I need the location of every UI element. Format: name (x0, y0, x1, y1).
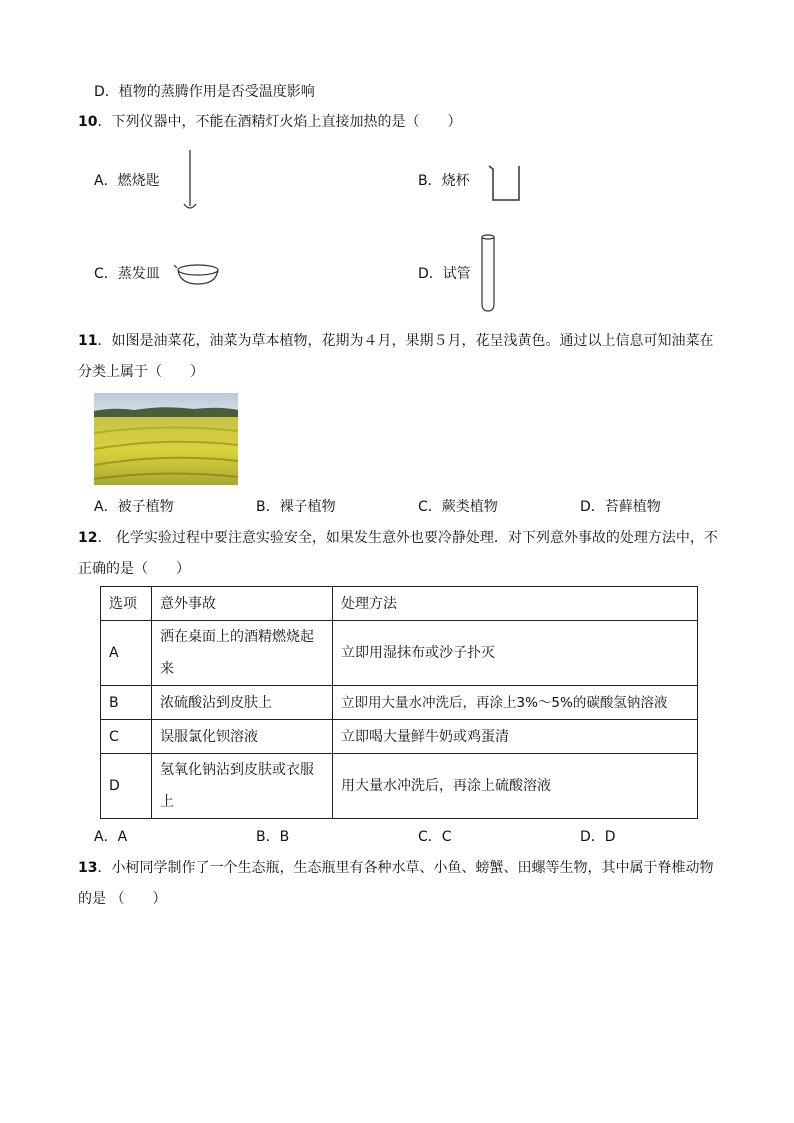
table-cell: 浓硫酸沾到皮肤上 (152, 686, 333, 720)
q9-option-d: D．植物的蒸腾作用是否受温度影响 (94, 84, 315, 100)
table-row (101, 686, 698, 720)
q11-option-c: C．蕨类植物 (418, 499, 498, 515)
combustion-spoon-icon (180, 148, 200, 212)
beaker-icon (486, 163, 524, 203)
table-row (101, 720, 698, 754)
table-cell: 洒在桌面上的酒精燃烧起来 (152, 621, 333, 686)
q11-option-d: D．苔藓植物 (580, 499, 661, 515)
q11-option-b: B．裸子植物 (256, 499, 336, 515)
q12-option-c: C．C (418, 829, 452, 845)
q12-option-b: B．B (256, 829, 290, 845)
q11-option-a: A．被子植物 (94, 499, 174, 515)
q12-stem-line1 (78, 528, 718, 548)
table-cell: 立即用大量水冲洗后，再涂上3%～5%的碳酸氢钠溶液 (333, 686, 698, 720)
q10-number: 10 (78, 114, 98, 130)
table-row (101, 621, 698, 686)
q13-stem-text: ．小柯同学制作了一个生态瓶，生态瓶里有各种水草、小鱼、螃蟹、田螺等生物，其中属于脊椎动物 (97, 860, 714, 876)
q11-stem-line1 (78, 331, 713, 351)
table-cell: 立即用湿抹布或沙子扑灭 (333, 621, 698, 686)
q12-stem-line2: 正确的是（ ） (78, 561, 190, 577)
q12-stem-text: ． 化学实验过程中要注意实验安全，如果发生意外也要冷静处理．对下列意外事故的处理方法中，不 (97, 530, 718, 546)
table-cell: D (101, 754, 152, 819)
q13-stem-line2: 的是 （ ） (78, 891, 167, 907)
table-cell: B (101, 686, 152, 720)
q10-stem (78, 112, 461, 132)
accident-table (100, 586, 698, 819)
table-header-cell: 处理方法 (333, 587, 698, 621)
q10-stem-text: ．下列仪器中，不能在酒精灯火焰上直接加热的是（ ） (97, 114, 462, 130)
q10-option-d: D．试管 (418, 266, 471, 282)
q13-number: 13 (78, 860, 98, 876)
table-cell: 误服氯化钡溶液 (152, 720, 333, 754)
q11-number: 11 (78, 333, 98, 349)
table-header-row (101, 587, 698, 621)
q12-option-d: D．D (580, 829, 616, 845)
table-cell: C (101, 720, 152, 754)
q10-option-a: A．燃烧匙 (94, 173, 160, 189)
q11-stem-line2: 分类上属于（ ） (78, 364, 204, 380)
q12-number: 12 (78, 530, 98, 546)
q11-stem-text: ．如图是油菜花，油菜为草本植物，花期为４月，果期５月，花呈浅黄色。通过以上信息可知油菜在 (97, 333, 714, 349)
table-cell: 氢氧化钠沾到皮肤或衣服上 (152, 754, 333, 819)
table-header-cell: 意外事故 (152, 587, 333, 621)
table-cell: 用大量水冲洗后，再涂上硫酸溶液 (333, 754, 698, 819)
rapeseed-field-photo (94, 393, 238, 485)
q10-option-c: C．蒸发皿 (94, 266, 160, 282)
table-row (101, 754, 698, 819)
q12-option-a: A．A (94, 829, 128, 845)
q10-option-b: B．烧杯 (418, 173, 470, 189)
table-cell: A (101, 621, 152, 686)
table-cell: 立即喝大量鲜牛奶或鸡蛋清 (333, 720, 698, 754)
table-header-cell: 选项 (101, 587, 152, 621)
q13-stem-line1 (78, 858, 713, 878)
test-tube-icon (478, 234, 498, 314)
evaporating-dish-icon (174, 262, 222, 288)
